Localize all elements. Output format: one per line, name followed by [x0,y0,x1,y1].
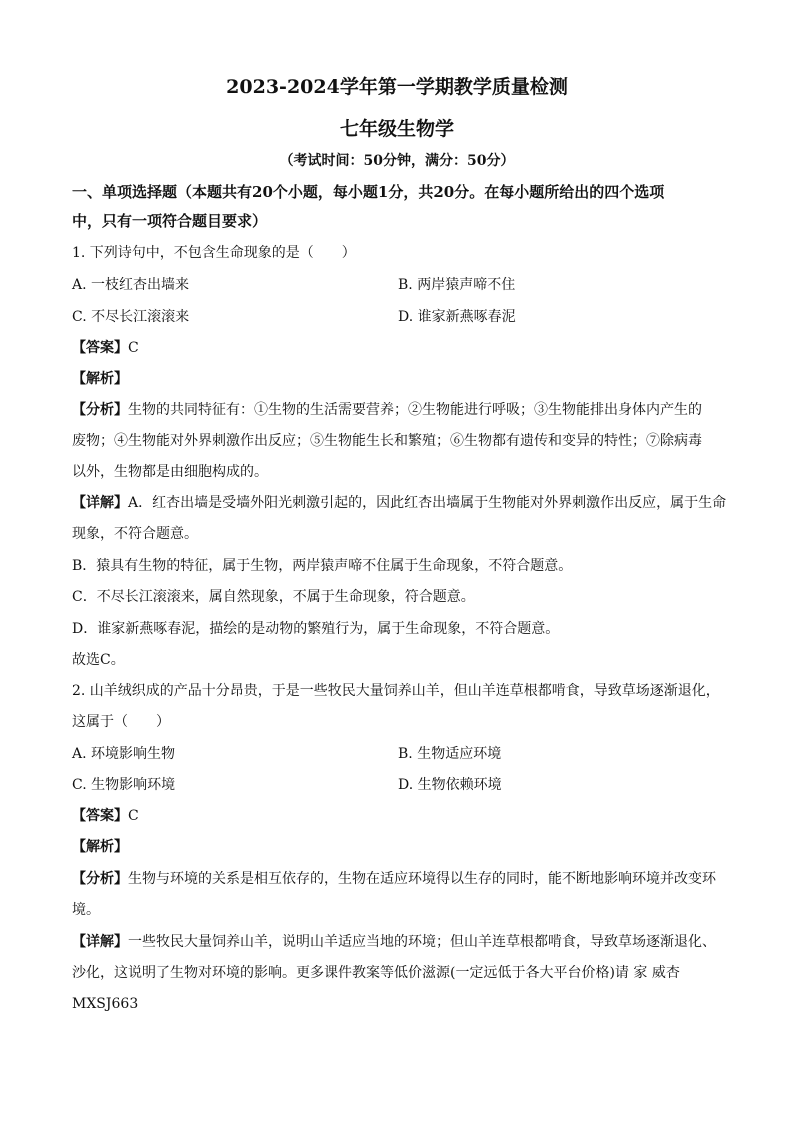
q2-xiangjie-line1 [72,933,734,951]
exam-info: （考试时间：50分钟，满分：50分） [279,153,515,169]
q1-xiangjie-line4: C．不尽长江滚滚来，属自然现象，不属于生命现象，符合题意。 [72,589,475,605]
q1-fenxi-line1 [72,401,734,419]
q2-stem-line2: 这属于（ ） [72,714,170,730]
q1-xiangjie-line1 [72,494,734,512]
q2-option-a: A. 环境影响生物 [72,746,176,762]
q2-answer-tag: 【答案】 [72,808,128,824]
q1-xiangjie-line2: 现象，不符合题意。 [72,526,198,542]
q2-stem-line1: 2. 山羊绒织成的产品十分昂贵，于是一些牧民大量饲养山羊，但山羊连草根都啃食，导致草场逐渐退化， [72,683,720,699]
q2-fenxi-line1 [72,870,734,888]
q2-xiangjie-text1: 一些牧民大量饲养山羊，说明山羊适应当地的环境；但山羊连草根都啃食，导致草场逐渐退化、 [128,934,716,950]
q1-conclusion: 故选C。 [72,652,125,668]
q1-answer-value: C [128,340,139,356]
q1-fenxi-line3: 以外，生物都是由细胞构成的。 [72,464,268,480]
q1-options-row1 [72,276,734,294]
q2-fenxi-text1: 生物与环境的关系是相互依存的，生物在适应环境得以生存的同时，能不断地影响环境并改变环 [128,871,716,887]
q1-analysis-tag: 【解析】 [72,371,128,387]
q1-option-b: B. 两岸猿声啼不住 [398,277,516,293]
q2-options-row2 [72,776,734,794]
section-heading-line1: 一、单项选择题（本题共有20个小题，每小题1分，共20分。在每小题所给出的四个选项 [72,183,665,201]
q2-option-c: C. 生物影响环境 [72,777,176,793]
q2-answer-value: C [128,808,139,824]
q2-fenxi-line2: 境。 [72,902,100,918]
q1-stem: 1. 下列诗句中，不包含生命现象的是（ ） [72,245,356,261]
q1-fenxi-tag: 【分析】 [72,402,128,418]
document-subtitle: 七年级生物学 [339,118,454,140]
q1-answer-tag: 【答案】 [72,340,128,356]
q1-options-row2 [72,308,734,326]
document-title: 2023-2024学年第一学期教学质量检测 [226,76,568,98]
q1-option-d: D. 谁家新燕啄春泥 [398,309,516,325]
section-heading-line2: 中，只有一项符合题目要求） [72,212,268,230]
q2-answer [72,807,734,825]
q2-option-d: D. 生物依赖环境 [398,777,502,793]
q2-option-b: B. 生物适应环境 [398,746,502,762]
q1-fenxi-line2: 废物；④生物能对外界刺激作出反应；⑤生物能生长和繁殖；⑥生物都有遗传和变异的特性；⑦除病毒 [72,433,702,449]
q1-xiangjie-line5: D．谁家新燕啄春泥，描绘的是动物的繁殖行为，属于生命现象，不符合题意。 [72,621,560,637]
q1-fenxi-text1: 生物的共同特征有：①生物的生活需要营养；②生物能进行呼吸；③生物能排出身体内产生的 [128,402,702,418]
q2-xiangjie-line3: MXSJ663 [72,996,139,1012]
q2-options-row1 [72,745,734,763]
q2-analysis-tag: 【解析】 [72,839,128,855]
q1-xiangjie-text1: A．红杏出墙是受墙外阳光刺激引起的，因此红杏出墙属于生物能对外界刺激作出反应，属于生命 [128,495,727,511]
q1-xiangjie-tag: 【详解】 [72,495,128,511]
q2-xiangjie-line2: 沙化，这说明了生物对环境的影响。更多课件教案等低价滋源(一定远低于各大平台价格)请 家 威杏 [72,965,680,981]
q1-option-c: C. 不尽长江滚滚来 [72,309,190,325]
q2-fenxi-tag: 【分析】 [72,871,128,887]
q1-answer [72,339,734,357]
q2-xiangjie-tag: 【详解】 [72,934,128,950]
q1-xiangjie-line3: B．猿具有生物的特征，属于生物，两岸猿声啼不住属于生命现象，不符合题意。 [72,558,573,574]
q1-option-a: A. 一枝红杏出墙来 [72,277,190,293]
